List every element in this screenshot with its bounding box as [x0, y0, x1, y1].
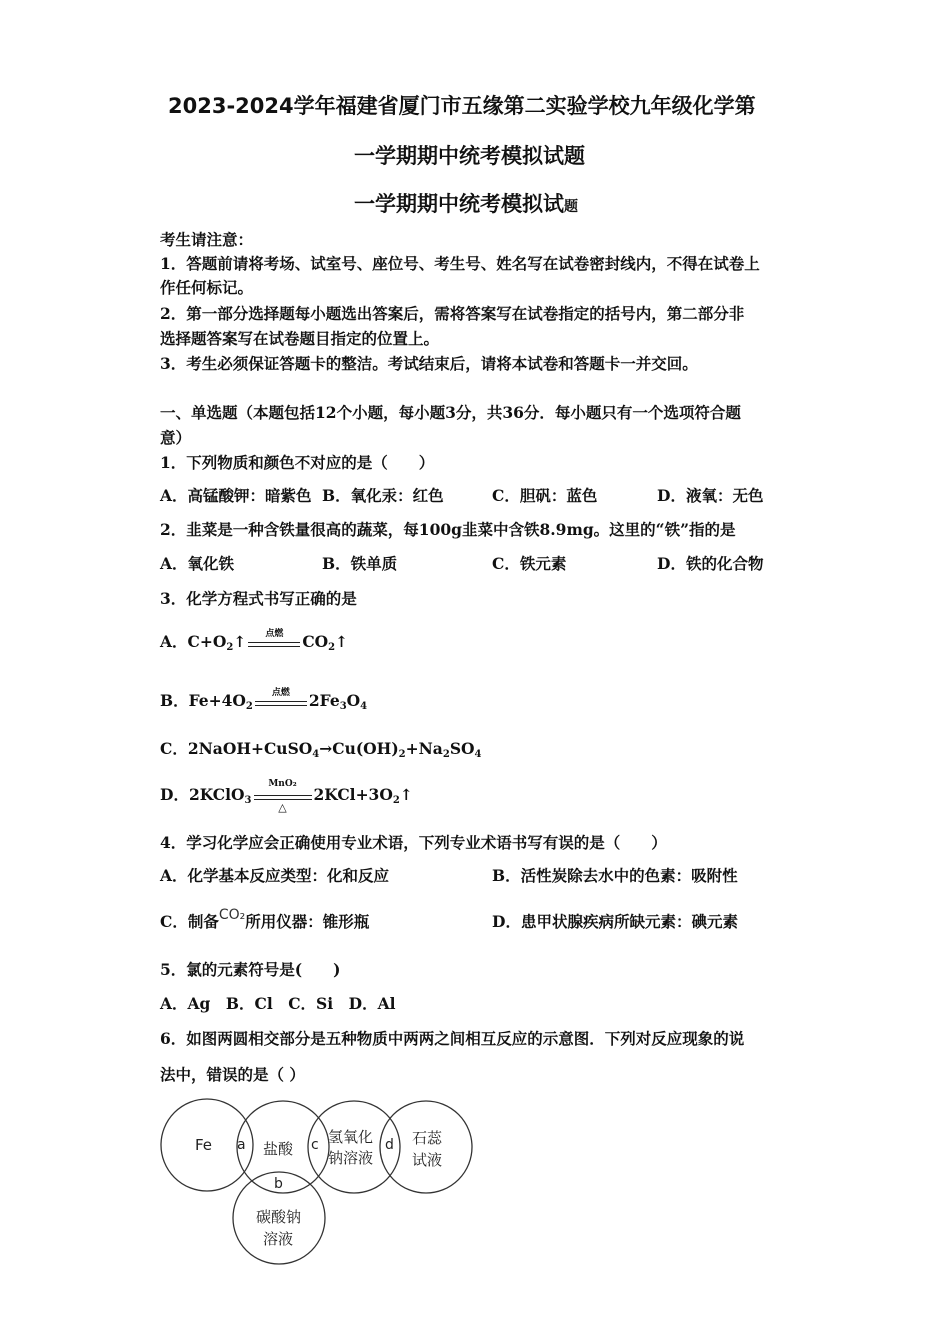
q4-option-c-pre: C．制备 — [160, 912, 219, 931]
q2-option-b: B．铁单质 — [322, 554, 398, 573]
option-label: A． — [160, 632, 188, 651]
q4-option-b: B．活性炭除去水中的色素：吸附性 — [492, 866, 738, 885]
q2-stem: 2．韭菜是一种含铁量很高的蔬菜，每100g韭菜中含铁8.9mg。这里的“铁”指的是 — [160, 520, 736, 539]
q4-stem: 4．学习化学应会正确使用专业术语，下列专业术语书写有误的是（ ） — [160, 833, 667, 852]
section-heading-cont: 意） — [160, 428, 192, 447]
q4-option-a: A．化学基本反应类型：化和反应 — [160, 866, 390, 885]
section-heading: 一、单选题（本题包括12个小题，每小题3分，共36分．每小题只有一个选项符合题 — [160, 403, 741, 422]
diagram-label-na2co3-2: 溶液 — [263, 1230, 294, 1248]
diagram-label-naoh-1: 氢氧化 — [328, 1128, 374, 1146]
q1-option-a: A．高锰酸钾：暗紫色 — [160, 486, 312, 505]
q5-stem: 5．氯的元素符号是( ) — [160, 960, 341, 979]
q5-options: A．Ag B．Cl C．Si D．Al — [160, 994, 396, 1013]
reaction-circles-diagram — [150, 1090, 490, 1280]
reaction-condition — [255, 688, 307, 711]
q3-option-c: C．$2NaOH+CuSO_4\to Cu(OH)_2+Na_2SO_4$ — [160, 739, 482, 760]
diagram-label-hcl: 盐酸 — [263, 1140, 294, 1158]
condition-catalyst-label: MnO₂ — [268, 779, 297, 789]
notice-item: 1．答题前请将考场、试室号、座位号、考生号、姓名写在试卷密封线内，不得在试卷上 — [160, 254, 760, 273]
q4-option-c-post: 所用仪器：锥形瓶 — [245, 912, 370, 931]
q6-stem-cont: 法中，错误的是（ ） — [160, 1065, 305, 1084]
q4-option-d: D．患甲状腺疾病所缺元素：碘元素 — [492, 912, 738, 931]
diagram-label-litmus-1: 石蕊 — [412, 1129, 443, 1147]
diagram-marker-d: d — [385, 1137, 394, 1153]
condition-ignite-label: 点燃 — [271, 688, 290, 698]
q2-option-a: A．氧化铁 — [160, 554, 235, 573]
notice-item: 选择题答案写在试卷题目指定的位置上。 — [160, 329, 440, 348]
notice-item: 2．第一部分选择题每小题选出答案后，需将答案写在试卷指定的括号内，第二部分非 — [160, 304, 745, 323]
q1-stem: 1．下列物质和颜色不对应的是（ ） — [160, 453, 435, 472]
notice-heading: 考生请注意： — [160, 230, 254, 249]
page-title-line2: 一学期期中统考模拟试题 — [354, 144, 585, 168]
co2-formula: CO₂ — [218, 907, 246, 923]
page-title-line3-small: 题 — [564, 199, 578, 215]
diagram-label-naoh-2: 钠溶液 — [328, 1149, 374, 1167]
notice-item: 3．考生必须保证答题卡的整洁。考试结束后，请将本试卷和答题卡一并交回。 — [160, 354, 698, 373]
reaction-condition — [254, 779, 312, 814]
diagram-marker-c: c — [311, 1137, 319, 1153]
condition-ignite-label: 点燃 — [265, 629, 284, 639]
q4-option-c — [160, 907, 370, 932]
q1-option-c: C．胆矾：蓝色 — [492, 486, 598, 505]
q3-option-a: A．$C+O_2↑$ 点燃 $CO_2↑$ — [160, 630, 348, 653]
diagram-label-na2co3-1: 碳酸钠 — [256, 1208, 302, 1226]
option-label: C． — [160, 739, 188, 758]
q3-option-b: B．$Fe+4O_2$ 点燃 $2Fe_3O_4$ — [160, 689, 367, 712]
diagram-marker-b: b — [274, 1176, 283, 1192]
option-label: B． — [160, 691, 189, 710]
condition-heat-label: △ — [278, 801, 287, 814]
reaction-condition — [248, 629, 300, 652]
page-title-line1: 2023-2024学年福建省厦门市五缘第二实验学校九年级化学第 — [168, 94, 756, 118]
q3-stem: 3．化学方程式书写正确的是 — [160, 589, 357, 608]
diagram-label-fe: Fe — [195, 1136, 213, 1154]
page-title-line3 — [354, 188, 578, 218]
diagram-label-litmus-2: 试液 — [412, 1151, 443, 1169]
diagram-marker-a: a — [237, 1137, 246, 1153]
q2-option-d: D．铁的化合物 — [657, 554, 764, 573]
page-title-line3-main: 一学期期中统考模拟试 — [354, 192, 564, 216]
option-label: D． — [160, 785, 189, 804]
q1-option-b: B．氧化汞：红色 — [322, 486, 444, 505]
q6-stem: 6．如图两圆相交部分是五种物质中两两之间相互反应的示意图．下列对反应现象的说 — [160, 1029, 745, 1048]
q2-option-c: C．铁元素 — [492, 554, 567, 573]
q3-option-d: D．2KClO$_3$ MnO₂ △ $2KCl+3O_2↑$ — [160, 779, 413, 814]
notice-item: 作任何标记。 — [160, 278, 254, 297]
q1-option-d: D．液氧：无色 — [657, 486, 764, 505]
